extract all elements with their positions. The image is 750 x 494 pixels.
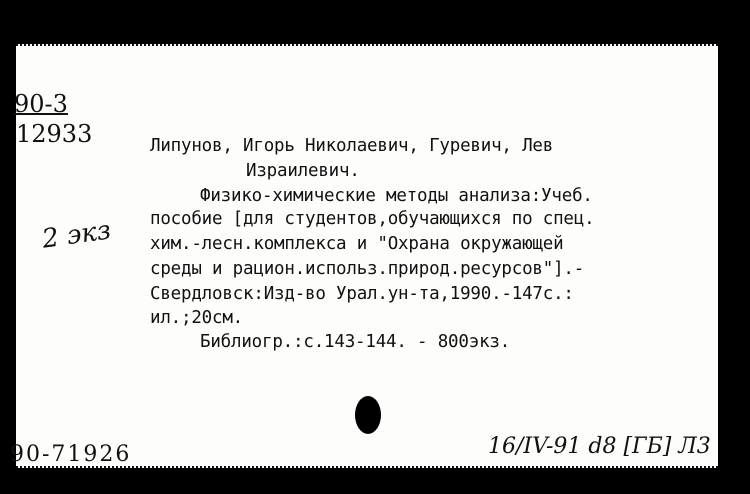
- bibliography-line: Библиогр.:с.143-144. - 800экз.: [200, 332, 511, 352]
- call-number-bottom: 12933: [16, 120, 93, 148]
- card-punch-hole: [355, 396, 381, 434]
- card-top-border: [16, 44, 718, 48]
- body-line-6: ил.;20см.: [150, 308, 244, 328]
- body-line-3: хим.-лесн.комплекса и "Охрана окружающей: [150, 234, 564, 254]
- call-number-top: 90-3: [14, 90, 68, 118]
- accession-number: 90-71926: [10, 442, 132, 467]
- body-line-4: среды и рацион.использ.природ.ресурсов"].-: [150, 259, 585, 279]
- card-bottom-border: [16, 466, 718, 468]
- body-line-5: Свердловск:Изд-во Урал.ун-та,1990.-147с.:: [150, 284, 574, 304]
- handwritten-copies-note: 2 экз: [40, 215, 113, 255]
- body-line-2: пособие [для студентов,обучающихся по спец.: [150, 209, 595, 229]
- author-line-2: Израилевич.: [246, 161, 360, 181]
- body-line-1: Физико-химические методы анализа:Учеб.: [200, 186, 593, 206]
- handwritten-date-note: 16/IV-91 d8 [ГБ] Л3: [488, 434, 711, 459]
- author-line-1: Липунов, Игорь Николаевич, Гуревич, Лев: [150, 136, 554, 156]
